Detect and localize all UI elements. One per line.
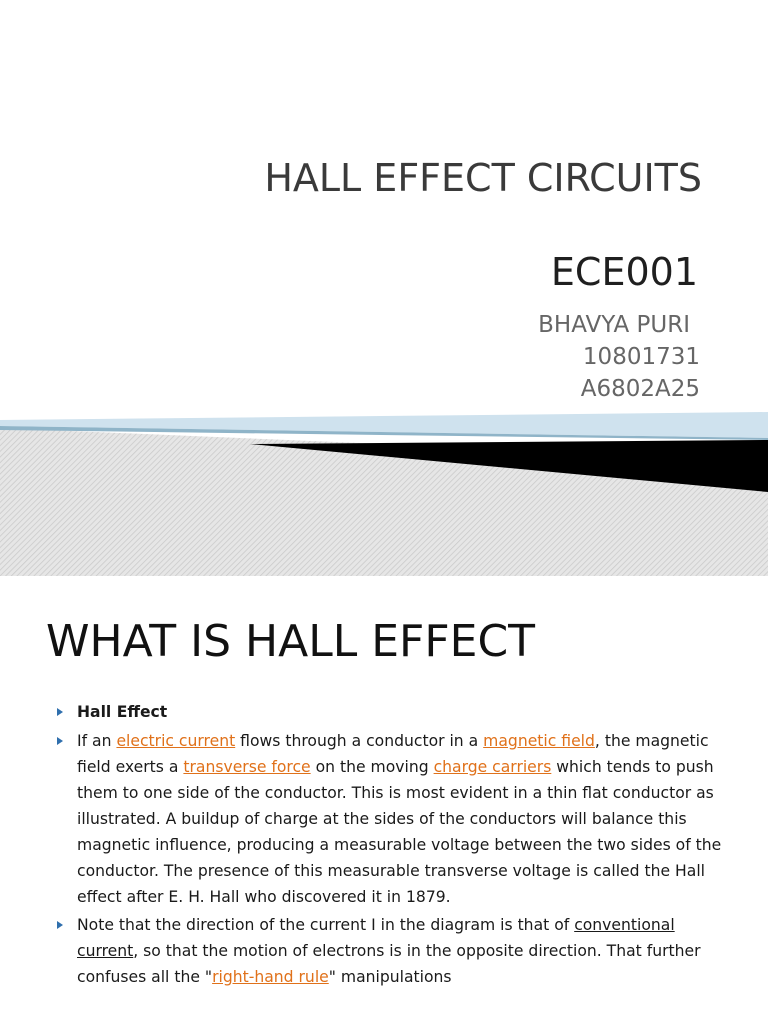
- bullet-item: [57, 728, 727, 910]
- link-charge-carriers[interactable]: charge carriers: [433, 758, 552, 776]
- author-name: BHAVYA PURI: [538, 312, 690, 338]
- slide-heading: WHAT IS HALL EFFECT: [46, 616, 536, 667]
- bullet-item: [57, 912, 727, 990]
- content-slide: [0, 576, 768, 1024]
- bullet-arrow-icon: [57, 921, 63, 929]
- decorative-band: [0, 400, 768, 576]
- text-run: flows through a conductor in a: [235, 732, 484, 750]
- link-transverse-force[interactable]: transverse force: [183, 758, 311, 776]
- section-code: A6802A25: [580, 376, 700, 402]
- text-run: which tends to push them to one side of the conductor. This is most evident in a thin flat conductor as illustrated. A buildup of charge at the sides of the conductors will balance this magnetic influence, producing a measurable voltage between the two sides of the conductor. The presence of this measurable transverse voltage is called the Hall effect after E. H. Hall who discovered it in 1879.: [77, 758, 722, 906]
- slide-body: [57, 702, 727, 990]
- bullet-arrow-icon: [57, 708, 63, 716]
- link-magnetic-field[interactable]: magnetic field: [483, 732, 595, 750]
- roll-number: 10801731: [582, 344, 700, 370]
- link-right-hand-rule[interactable]: right-hand rule: [212, 968, 329, 986]
- text-run: If an: [77, 732, 117, 750]
- text-run: , so that the motion of electrons is in the opposite direction. That further confuses all the ": [77, 942, 701, 986]
- bullet-item: [57, 702, 727, 722]
- link-electric-current[interactable]: electric current: [116, 732, 236, 750]
- bullet-arrow-icon: [57, 737, 63, 745]
- text-run: " manipulations: [328, 968, 452, 986]
- text-run: on the moving: [310, 758, 434, 776]
- term-conventional-current: conventional current: [77, 916, 675, 960]
- slide-title: HALL EFFECT CIRCUITS: [264, 156, 702, 200]
- bullet-heading: Hall Effect: [77, 703, 168, 721]
- text-run: Note that the direction of the current I in the diagram is that of: [77, 916, 575, 934]
- text-run: , the magnetic field exerts a: [77, 732, 709, 776]
- course-code: ECE001: [550, 250, 698, 294]
